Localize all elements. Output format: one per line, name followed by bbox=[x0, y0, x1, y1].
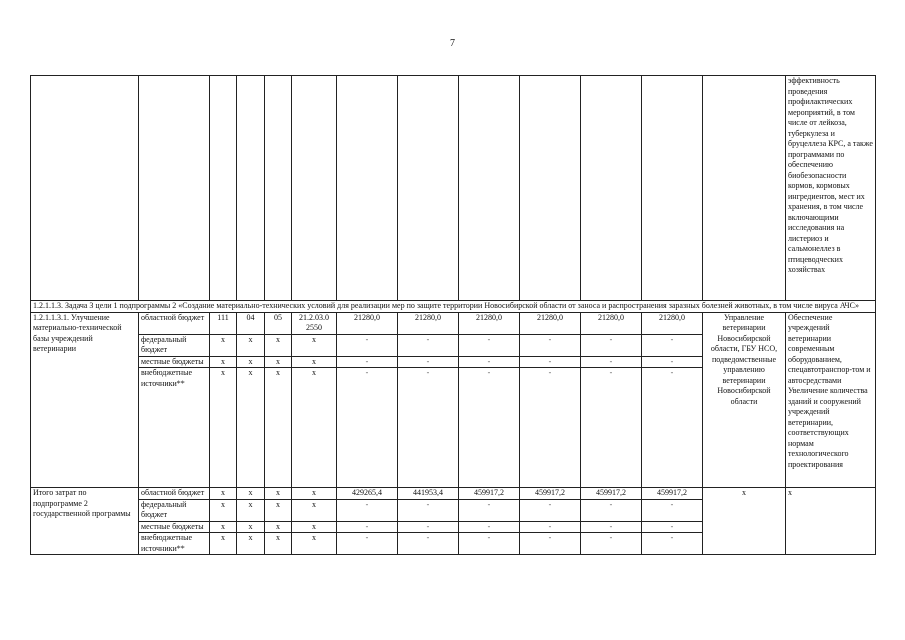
funding-source: федеральный бюджет bbox=[139, 334, 210, 356]
code-cell: х bbox=[210, 368, 237, 488]
code-cell: х bbox=[237, 521, 265, 533]
value-cell: - bbox=[520, 368, 581, 488]
funding-source: внебюджетные источники** bbox=[139, 368, 210, 488]
result-cell: Обеспечение учреждений ветеринарии современным оборудованием, спецавтотранспор-том и автосредствами Увеличение количества зданий и сооружений учреждений ветеринарии, соответствующих нормам технологического проектирования bbox=[786, 312, 876, 488]
code-cell: х bbox=[292, 488, 337, 500]
value-cell: - bbox=[459, 356, 520, 368]
code-cell: х bbox=[237, 334, 265, 356]
value-cell: - bbox=[398, 334, 459, 356]
code-cell: х bbox=[292, 533, 337, 555]
funding-source: областной бюджет bbox=[139, 488, 210, 500]
value-cell: - bbox=[581, 368, 642, 488]
code-cell: х bbox=[210, 488, 237, 500]
value-cell: - bbox=[520, 356, 581, 368]
value-cell: - bbox=[459, 499, 520, 521]
code-cell: х bbox=[265, 356, 292, 368]
funding-source: местные бюджеты bbox=[139, 521, 210, 533]
value-cell: 459917,2 bbox=[581, 488, 642, 500]
measure-name: 1.2.1.1.3.1. Улучшение материально-технической базы учреждений ветеринарии bbox=[31, 312, 139, 488]
value-cell: - bbox=[642, 334, 703, 356]
task-heading: 1.2.1.1.3. Задача 3 цели 1 подпрограммы 2 «Создание материально-технических условий для реализации мер по защите территории Новосибирской области от заноса и распространения заразных болезней животных, в том числе вируса АЧС» bbox=[31, 301, 876, 313]
code-cell: 05 bbox=[265, 312, 292, 334]
value-cell: - bbox=[398, 521, 459, 533]
code-cell: х bbox=[265, 499, 292, 521]
value-cell: 21280,0 bbox=[398, 312, 459, 334]
value-cell: - bbox=[642, 499, 703, 521]
funding-source: федеральный бюджет bbox=[139, 499, 210, 521]
code-cell: х bbox=[265, 533, 292, 555]
code-cell: х bbox=[237, 488, 265, 500]
code-cell: х bbox=[237, 368, 265, 488]
funding-source: областной бюджет bbox=[139, 312, 210, 334]
table-row bbox=[31, 488, 876, 500]
code-cell: х bbox=[292, 521, 337, 533]
value-cell: - bbox=[337, 499, 398, 521]
value-cell: - bbox=[642, 356, 703, 368]
value-cell: - bbox=[520, 499, 581, 521]
continuation-result-cell: эффективность проведения профилактических мероприятий, в том числе от лейкоза, туберкулеза и бруцеллеза КРС, а также программами по обеспечению биобезопасности кормов, кормовых ингредиентов, мест их хранения, в том числе включающими исследования на листериоз и сальмонеллез в птицеводческих хозяйствах bbox=[786, 76, 876, 301]
value-cell: - bbox=[337, 521, 398, 533]
total-name: Итого затрат по подпрограмме 2 государственной программы bbox=[31, 488, 139, 555]
value-cell: - bbox=[581, 533, 642, 555]
total-executor-cell: х bbox=[703, 488, 786, 555]
table-row bbox=[31, 312, 876, 334]
value-cell: 21280,0 bbox=[520, 312, 581, 334]
code-cell: х bbox=[237, 533, 265, 555]
value-cell: 459917,2 bbox=[520, 488, 581, 500]
code-cell: х bbox=[292, 499, 337, 521]
funding-source: местные бюджеты bbox=[139, 356, 210, 368]
value-cell: - bbox=[520, 533, 581, 555]
value-cell: - bbox=[520, 521, 581, 533]
code-cell: х bbox=[265, 521, 292, 533]
value-cell: 459917,2 bbox=[459, 488, 520, 500]
code-cell: х bbox=[265, 368, 292, 488]
code-cell: х bbox=[292, 334, 337, 356]
code-cell: х bbox=[210, 334, 237, 356]
value-cell: 429265,4 bbox=[337, 488, 398, 500]
value-cell: 21280,0 bbox=[459, 312, 520, 334]
code-cell: 04 bbox=[237, 312, 265, 334]
value-cell: - bbox=[520, 334, 581, 356]
code-cell: х bbox=[265, 334, 292, 356]
value-cell: - bbox=[459, 334, 520, 356]
code-cell: х bbox=[210, 521, 237, 533]
code-cell: х bbox=[210, 356, 237, 368]
value-cell: - bbox=[459, 521, 520, 533]
value-cell: - bbox=[337, 356, 398, 368]
value-cell: 21280,0 bbox=[337, 312, 398, 334]
value-cell: - bbox=[398, 356, 459, 368]
code-cell: х bbox=[210, 533, 237, 555]
executor-cell: Управление ветеринарии Новосибирской области, ГБУ НСО, подведомственные управлению ветеринарии Новосибирской области bbox=[703, 312, 786, 488]
code-cell: х bbox=[210, 499, 237, 521]
value-cell: - bbox=[398, 499, 459, 521]
value-cell: - bbox=[398, 533, 459, 555]
task-heading-row bbox=[31, 301, 876, 313]
total-result-cell: х bbox=[786, 488, 876, 555]
funding-source: внебюджетные источники** bbox=[139, 533, 210, 555]
value-cell: 459917,2 bbox=[642, 488, 703, 500]
code-cell: х bbox=[265, 488, 292, 500]
program-table bbox=[30, 75, 876, 555]
value-cell: 21280,0 bbox=[581, 312, 642, 334]
continuation-row bbox=[31, 76, 876, 301]
value-cell: - bbox=[642, 533, 703, 555]
code-cell: 21.2.03.0 2550 bbox=[292, 312, 337, 334]
value-cell: - bbox=[459, 533, 520, 555]
value-cell: 21280,0 bbox=[642, 312, 703, 334]
value-cell: - bbox=[581, 334, 642, 356]
value-cell: - bbox=[337, 533, 398, 555]
code-cell: х bbox=[292, 356, 337, 368]
value-cell: 441953,4 bbox=[398, 488, 459, 500]
code-cell: 111 bbox=[210, 312, 237, 334]
value-cell: - bbox=[337, 368, 398, 488]
value-cell: - bbox=[581, 356, 642, 368]
code-cell: х bbox=[237, 356, 265, 368]
code-cell: х bbox=[292, 368, 337, 488]
page-number: 7 bbox=[450, 38, 455, 49]
value-cell: - bbox=[581, 499, 642, 521]
value-cell: - bbox=[337, 334, 398, 356]
value-cell: - bbox=[581, 521, 642, 533]
value-cell: - bbox=[398, 368, 459, 488]
value-cell: - bbox=[642, 521, 703, 533]
value-cell: - bbox=[459, 368, 520, 488]
value-cell: - bbox=[642, 368, 703, 488]
code-cell: х bbox=[237, 499, 265, 521]
